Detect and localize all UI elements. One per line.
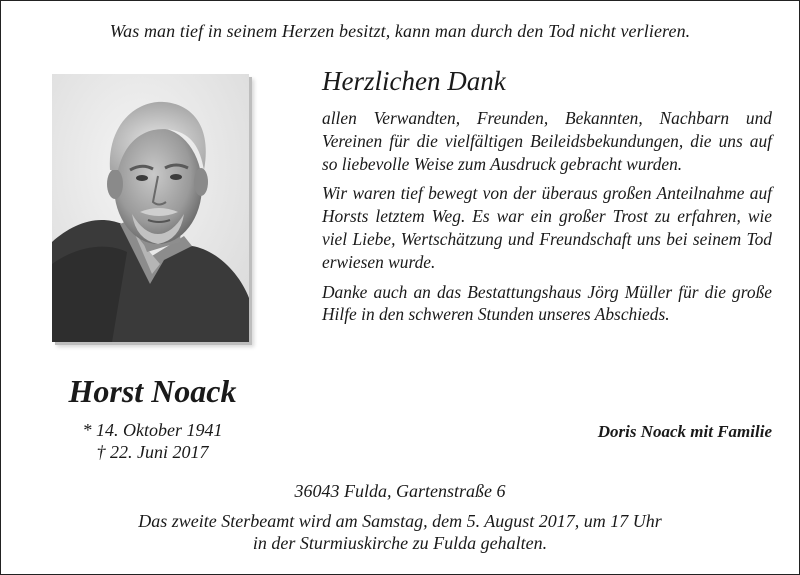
- service-notice: [0, 510, 800, 554]
- thanks-paragraph: Danke auch an das Bestattungshaus Jörg Müller für die große Hilfe in den schweren Stunden unseres Abschieds.: [322, 281, 772, 325]
- portrait-photo: [52, 74, 249, 342]
- signature: Doris Noack mit Familie: [597, 422, 772, 441]
- life-dates: [30, 419, 275, 463]
- thanks-paragraph: Wir waren tief bewegt von der überaus großen Anteilnahme auf Horsts letztem Weg. Es war ein großer Trost zu erfahren, wie viel Liebe, Wertschätzung und Freundschaft uns bei seinem Tod erwiesen wurde.: [322, 183, 772, 272]
- address: 36043 Fulda, Gartenstraße 6: [294, 481, 506, 501]
- motto-quote: Was man tief in seinem Herzen besitzt, kann man durch den Tod nicht verlieren.: [109, 21, 691, 41]
- thanks-heading: Herzlichen Dank: [322, 66, 506, 96]
- service-line: Das zweite Sterbeamt wird am Samstag, dem 5. August 2017, um 17 Uhr: [138, 511, 662, 531]
- thanks-paragraph: allen Verwandten, Freunden, Bekannten, Nachbarn und Vereinen für die vielfältigen Beileidsbekundungen, die uns auf so liebevolle Weise zum Ausdruck gebracht wurden.: [322, 108, 772, 174]
- birth-date: * 14. Oktober 1941: [82, 420, 223, 440]
- deceased-name: Horst Noack: [68, 373, 237, 409]
- death-date: † 22. Juni 2017: [96, 442, 209, 462]
- service-line: in der Sturmiuskirche zu Fulda gehalten.: [252, 533, 548, 553]
- thanks-text: [322, 66, 772, 333]
